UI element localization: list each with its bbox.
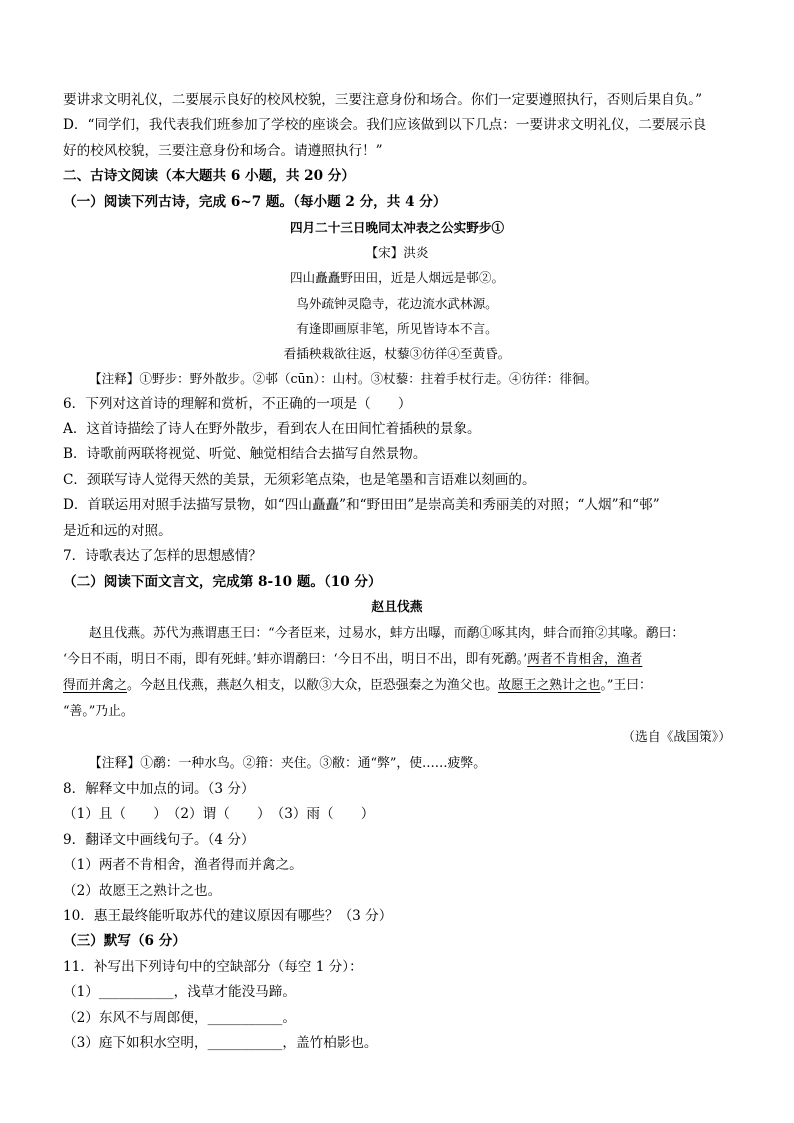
- q6-option-c: C．颈联写诗人觉得天然的美景，无须彩笔点染，也是笔墨和言语难以刻画的。: [63, 471, 536, 488]
- q6-option-a: A．这首诗描绘了诗人在野外散步，看到农人在田间忙着插秧的景象。: [63, 421, 481, 438]
- prose-underlined-sentence: 故愿王之熟计之也: [498, 677, 601, 693]
- option-d-line: D．“同学们，我代表我们班参加了学校的座谈会。我们应该做到以下几点：一要讲求文明礼仪，二要展示良: [63, 117, 707, 134]
- poem-line: 鸟外疏钟灵隐寺，花边流水武林源。: [296, 295, 498, 311]
- q6-option-d-cont: 是近和远的对照。: [63, 522, 172, 539]
- prose-line: 赵且伐燕。苏代为燕谓惠王曰：“今者臣来，过易水，蚌方出曝，而鹬①啄其肉，蚌合而箝②其喙。鹬曰：: [89, 625, 685, 641]
- prose-underlined-sentence: 两者不肯相舍，渔者: [527, 651, 643, 667]
- poem-block: [63, 215, 731, 392]
- part1-title: （一）阅读下列古诗，完成 6~7 题。（每小题 2 分，共 4 分）: [63, 193, 447, 210]
- poem-line: 看插秧栽欲往返，杖藜③彷徉④至黄昏。: [283, 346, 511, 362]
- poem-author: 【宋】洪炎: [365, 245, 429, 261]
- prose-line: [63, 673, 731, 699]
- part2-title: （二）阅读下面文言文，完成第 8-10 题。（10 分）: [63, 573, 382, 590]
- q11-stem: 11．补写出下列诗句中的空缺部分（每空 1 分）：: [63, 958, 363, 975]
- q8-stem: 8．解释文中加点的词。（3 分）: [63, 780, 255, 797]
- document-page: [63, 88, 731, 1056]
- q11-item: （1）___________，浅草才能没马蹄。: [63, 984, 296, 1001]
- question-10: 10．惠王最终能听取苏代的建议原因有哪些？（3 分）: [63, 907, 393, 924]
- poem-note: 【注释】①野步：野外散步。②邨（cūn）：山村。③杖藜：拄着手杖行走。④彷徉：徘徊。: [89, 371, 598, 387]
- q6-option-b: B．诗歌前两联将视觉、听觉、触觉相结合去描写自然景物。: [63, 446, 427, 463]
- prose-title: 赵且伐燕: [371, 599, 423, 615]
- question-6: [63, 392, 731, 544]
- question-9: [63, 828, 731, 904]
- q9-item: （1）两者不肯相舍，渔者得而并禽之。: [63, 857, 303, 874]
- q8-items: （1）且（ ） （2）谓（ ） （3）雨（ ）: [63, 806, 375, 823]
- prose-underlined-sentence: 得而并禽之: [63, 677, 127, 693]
- q6-option-d: D．首联运用对照手法描写景物，如“四山矗矗”和“野田田”是崇高美和秀丽美的对照；“人烟”和“邨”: [63, 497, 660, 514]
- question-11: [63, 955, 731, 1057]
- q11-item: （2）东风不与周郎便，___________。: [63, 1009, 296, 1026]
- prose-text: ‘今日不雨，明日不雨，即有死蚌。’蚌亦谓鹬曰：‘今日不出，明日不出，即有死鹬。’: [63, 651, 528, 667]
- prose-source: （选自《战国策》）: [622, 729, 731, 745]
- part3-title: （三）默写（6 分）: [63, 933, 186, 950]
- intro-block: [63, 88, 731, 164]
- poem-title: 四月二十三日晚同太冲表之公实野步①: [289, 220, 505, 236]
- prose-block: [63, 595, 731, 777]
- prose-line: “善。”乃止。: [63, 703, 134, 719]
- prose-text: 。今赵且伐燕，燕赵久相支，以敝③大众，臣恐强秦之为渔父也。: [126, 677, 499, 693]
- q9-item: （2）故愿王之熟计之也。: [63, 882, 222, 899]
- section2-title: 二、古诗文阅读（本大题共 6 小题，共 20 分）: [63, 168, 355, 185]
- prose-text: 。”王曰：: [600, 677, 652, 693]
- question-8: [63, 777, 731, 828]
- prose-line: [63, 647, 731, 673]
- prose-note: 【注释】①鹬：一种水鸟。②箝：夹住。③敝：通“弊”，使……疲弊。: [89, 755, 486, 771]
- poem-line: 有逢即画原非笔，所见皆诗本不言。: [296, 320, 498, 336]
- q11-item: （3）庭下如积水空明，___________，盖竹柏影也。: [63, 1034, 378, 1051]
- q9-stem: 9．翻译文中画线句子。（4 分）: [63, 831, 255, 848]
- option-d-line-cont: 好的校风校貌，三要注意身份和场合。请遵照执行！”: [63, 142, 383, 159]
- poem-line: 四山矗矗野田田，近是人烟远是邨②。: [289, 270, 505, 286]
- q6-stem: 6．下列对这首诗的理解和赏析，不正确的一项是（ ）: [63, 395, 412, 412]
- question-7: 7．诗歌表达了怎样的思想感情？: [63, 548, 262, 565]
- intro-line: 要讲求文明礼仪，二要展示良好的校风校貌，三要注意身份和场合。你们一定要遵照执行，否则后果自负。”: [63, 92, 703, 108]
